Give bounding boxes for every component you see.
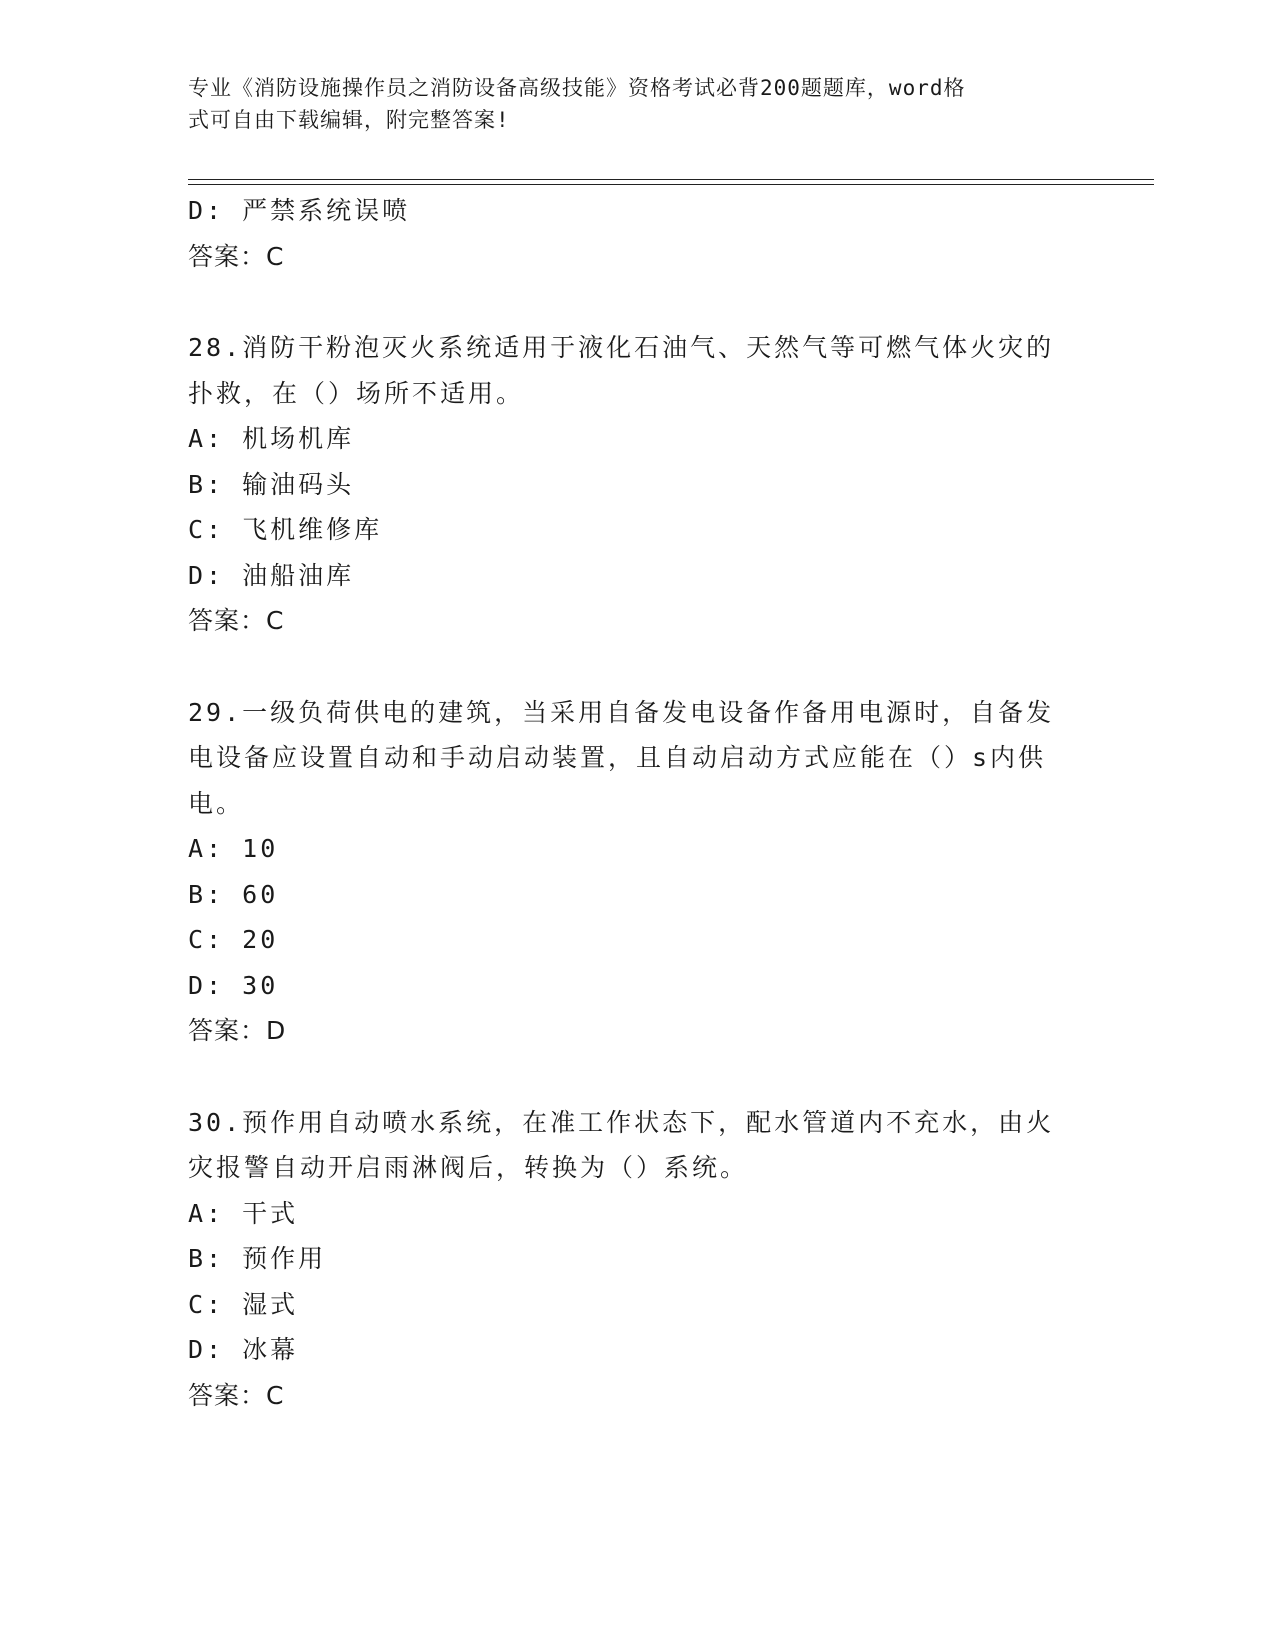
option-b: B: 预作用 [188, 1244, 327, 1273]
question-list [188, 188, 1088, 1418]
question-stem: 29.一级负荷供电的建筑，当采用自备发电设备作备用电源时，自备发 [188, 697, 1055, 727]
answer-line: 答案：C [188, 606, 285, 635]
question-30 [188, 1100, 1088, 1419]
option-d: D: 严禁系统误喷 [188, 196, 411, 225]
header-line-2: 式可自由下载编辑，附完整答案! [188, 108, 510, 132]
answer-line: 答案：C [188, 1380, 285, 1410]
option-c: C: 湿式 [188, 1289, 299, 1319]
header-line-1: 专业《消防设施操作员之消防设备高级技能》资格考试必背200题题库，word格 [188, 76, 966, 100]
question-stem: 扑救，在（）场所不适用。 [188, 378, 525, 408]
option-d: D: 油船油库 [188, 560, 355, 590]
question-stem: 电设备应设置自动和手动启动装置，且自动启动方式应能在（）s内供 [188, 743, 1047, 772]
previous-question-tail [188, 188, 1088, 279]
question-stem: 30.预作用自动喷水系统，在准工作状态下，配水管道内不充水，由火 [188, 1107, 1055, 1137]
answer-line: 答案：D [188, 1016, 287, 1045]
option-b: B: 60 [188, 879, 279, 909]
option-c: C: 飞机维修库 [188, 515, 383, 544]
option-d: D: 30 [188, 970, 279, 1000]
answer-line: 答案：C [188, 241, 285, 271]
option-b: B: 输油码头 [188, 469, 355, 499]
question-28 [188, 325, 1088, 644]
spacer [188, 644, 1088, 690]
question-stem: 电。 [188, 788, 245, 818]
option-a: A: 10 [188, 834, 279, 863]
spacer [188, 279, 1088, 325]
document-header [188, 72, 1068, 136]
question-stem: 灾报警自动开启雨淋阀后，转换为（）系统。 [188, 1153, 749, 1182]
option-d: D: 冰幕 [188, 1335, 299, 1364]
option-a: A: 机场机库 [188, 424, 355, 453]
header-divider-top [188, 179, 1154, 180]
spacer [188, 1054, 1088, 1100]
option-c: C: 20 [188, 925, 279, 954]
question-29 [188, 690, 1088, 1054]
question-stem: 28.消防干粉泡灭火系统适用于液化石油气、天然气等可燃气体火灾的 [188, 333, 1055, 362]
header-divider-bottom [188, 184, 1154, 185]
option-a: A: 干式 [188, 1198, 299, 1228]
